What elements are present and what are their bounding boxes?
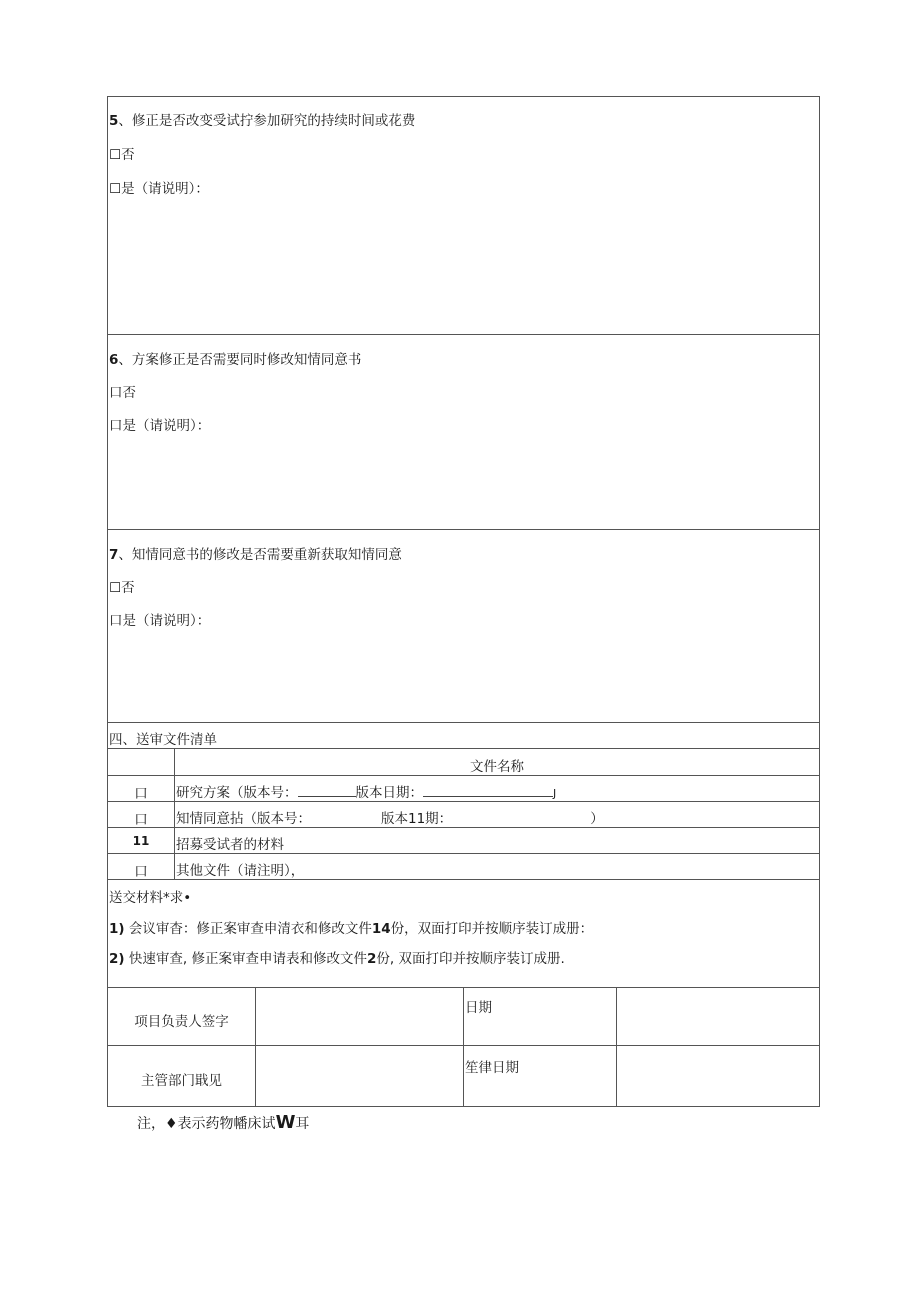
- pi-date-label: 日期: [463, 988, 616, 1045]
- question-6-section: [108, 335, 819, 530]
- version-number-blank[interactable]: [298, 784, 356, 797]
- question-7-option-no[interactable]: ☐否: [109, 580, 135, 596]
- doc-row-consent-checkbox[interactable]: 口: [134, 812, 148, 828]
- question-6-option-yes[interactable]: 口是（请说明）：: [109, 418, 211, 434]
- doc-row-other: [108, 854, 819, 880]
- pi-signature-field[interactable]: [255, 988, 463, 1045]
- doc-list-header-row: [108, 749, 819, 776]
- dept-date-field[interactable]: [616, 1046, 819, 1106]
- question-7-title: 7、知情同意书的修改是否需要重新获取知情同意: [109, 547, 402, 563]
- requirement-item-1: 1) 会议审杳：修正案审查申清衣和修改文件14份，双面打印并按顺序装订成册：: [109, 921, 594, 937]
- requirements-title: 送交材料*求•: [109, 890, 192, 906]
- pi-signature-label: 项目负责人签字: [134, 1014, 229, 1030]
- requirement-item-2: 2) 快速审查, 修正案审查申请表和修改文件2份, 双面打印并按顺序装订成册.: [109, 951, 565, 967]
- doc-list-column-header: 文件名称: [174, 749, 819, 775]
- question-5-option-yes[interactable]: ☐是（请说明）：: [109, 181, 209, 197]
- doc-list-heading: 四、送审文件清单: [109, 732, 217, 748]
- question-5-option-no[interactable]: ☐否: [109, 147, 135, 163]
- doc-row-recruitment-checkbox[interactable]: 11: [132, 834, 150, 848]
- signature-row-dept: [108, 1046, 819, 1106]
- question-5-section: [108, 97, 819, 335]
- dept-date-label: 笙律日期: [463, 1046, 616, 1106]
- signature-row-pi: [108, 988, 819, 1046]
- doc-row-protocol-checkbox[interactable]: 口: [134, 786, 148, 802]
- doc-row-recruitment: [108, 828, 819, 854]
- question-5-title: 5、修正是否改变受试拧参加研究的持续时间或花费: [109, 113, 416, 129]
- doc-row-recruitment-text: 招募受试者的材料: [174, 828, 819, 853]
- question-7-section: [108, 530, 819, 723]
- doc-row-other-text: 其他文件（请注明），: [174, 854, 819, 879]
- pi-date-field[interactable]: [616, 988, 819, 1045]
- question-6-title: 6、方案修正是否需要同时修改知情同意书: [109, 352, 362, 368]
- dept-opinion-field[interactable]: [255, 1046, 463, 1106]
- requirements-section: [108, 880, 819, 988]
- doc-row-other-checkbox[interactable]: 口: [134, 864, 148, 880]
- footnote: 注，♦表示药物幡床试W耳: [137, 1112, 310, 1133]
- doc-row-consent-text: 知情同意拈（版本号： 版本11期： ）: [174, 802, 819, 827]
- version-date-blank[interactable]: [423, 784, 553, 797]
- doc-row-protocol: [108, 776, 819, 802]
- dept-opinion-label: 主管部门戢见: [141, 1073, 222, 1089]
- amendment-form: [107, 96, 820, 1107]
- doc-row-consent: [108, 802, 819, 828]
- doc-row-protocol-text: 研究方案（版本号： 版本日期： J: [174, 776, 819, 801]
- question-7-option-yes[interactable]: 口是（请说明）：: [109, 613, 211, 629]
- question-6-option-no[interactable]: 口否: [109, 385, 136, 401]
- doc-list-heading-row: [108, 723, 819, 749]
